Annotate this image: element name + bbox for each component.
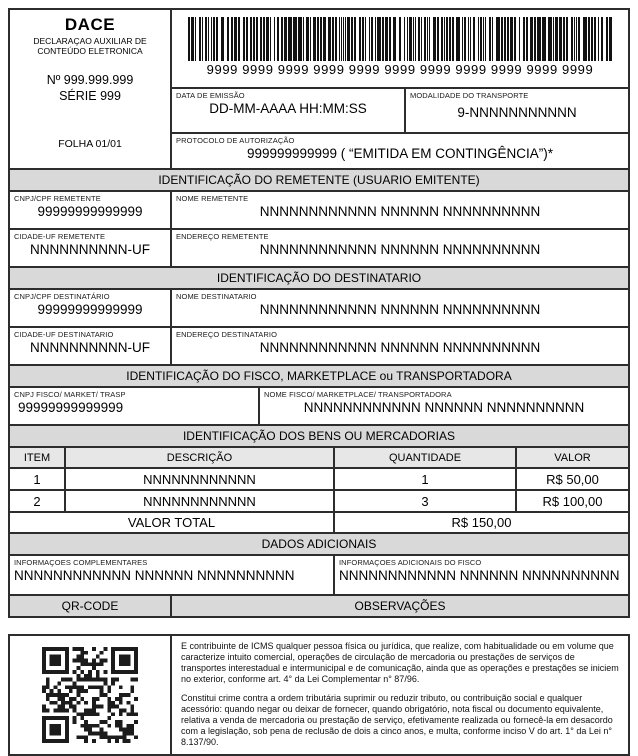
destinatario-cidade-field bbox=[10, 328, 170, 364]
goods-row2-item: 2 bbox=[33, 493, 41, 509]
goods-row1-valor: R$ 50,00 bbox=[515, 469, 628, 489]
remetente-cidade-field bbox=[10, 230, 170, 266]
document-header-row bbox=[10, 10, 628, 168]
fisco-row bbox=[10, 386, 628, 424]
destinatario-nome-value: NNNNNNNNNNNN NNNNNN NNNNNNNNNN bbox=[259, 302, 541, 317]
authorization-protocol-label: PROTOCOLO DE AUTORIZAÇÃO bbox=[176, 136, 295, 145]
qr-code-cell bbox=[10, 636, 170, 754]
informacoes-complementares-value: NNNNNNNNNNNN NNNNNN NNNNNNNNNN bbox=[14, 568, 295, 583]
document-sheet: FOLHA 01/01 bbox=[58, 138, 122, 150]
remetente-cnpj-label: CNPJ/CPF REMETENTE bbox=[14, 194, 101, 203]
goods-row1-item: 1 bbox=[33, 471, 41, 487]
document-number: Nº 999.999.999 bbox=[46, 73, 134, 88]
informacoes-complementares-field bbox=[10, 556, 333, 594]
section-header-remetente: IDENTIFICAÇÃO DO REMETENTE (USUARIO EMITENTE) bbox=[10, 168, 628, 190]
remetente-row-2 bbox=[10, 228, 628, 266]
emission-date-label: DATA DE EMISSÃO bbox=[176, 91, 245, 100]
barcode-box bbox=[172, 10, 628, 87]
goods-header-valor: VALOR bbox=[515, 448, 628, 467]
remetente-endereco-label: ENDEREÇO REMETENTE bbox=[176, 232, 269, 241]
legal-paragraph-1: E contribuinte de ICMS qualquer pessoa física ou jurídica, que realize, com habitualidade ou em volume que caracterize intuito comercial, operações de circulação de mercadoria ou prestações de serviços de transportes interestadual e intermunicipal e de comunicação, ainda que as operações e prestações se iniciem no exterior, conforme art. 4° da Lei Complementar n° 87/96. bbox=[181, 641, 619, 684]
dace-document-page bbox=[8, 0, 630, 756]
legal-paragraph-2: Constitui crime contra a ordem tributária suprimir ou reduzir tributo, ou contribuição social e qualquer acessório: quando negar ou deixar de fornecer, quando obrigatório, nota fiscal ou documento equivalente, relativa a venda de mercadoria ou prestação de serviço, efetivamente realizada ou fornecê-la em desacordo com a legislação, sob pena de reclusão de dois a cinco anos, e multa, conforme inciso V do art. 1° da Lei n° 8.137/90. bbox=[181, 692, 613, 747]
destinatario-cnpj-label: CNPJ/CPF DESTINATÁRIO bbox=[14, 292, 110, 301]
goods-table-header bbox=[10, 446, 628, 467]
remetente-nome-value: NNNNNNNNNNNN NNNNNN NNNNNNNNNN bbox=[259, 204, 541, 219]
emission-transport-row bbox=[172, 87, 628, 132]
goods-row2-quantidade: 3 bbox=[333, 491, 515, 511]
section-header-destinatario: IDENTIFICAÇÃO DO DESTINATARIO bbox=[10, 266, 628, 288]
dados-adicionais-row bbox=[10, 554, 628, 594]
goods-table-row-1 bbox=[10, 467, 628, 489]
section-header-dados-adicionais: DADOS ADICIONAIS bbox=[10, 532, 628, 554]
footer-legal-box bbox=[8, 634, 630, 756]
destinatario-nome-field bbox=[170, 290, 628, 326]
dace-main-document bbox=[8, 8, 630, 618]
qr-code-header: QR-CODE bbox=[61, 599, 119, 613]
fisco-cnpj-field bbox=[10, 388, 258, 424]
document-subtitle-line1: DECLARAÇAO AUXILIAR DE bbox=[33, 36, 147, 46]
document-header-right bbox=[170, 10, 628, 168]
authorization-protocol-value: 999999999999 ( “EMITIDA EM CONTINGÊNCIA”)* bbox=[246, 146, 554, 161]
authorization-protocol-field bbox=[172, 132, 628, 168]
informacoes-fisco-value: NNNNNNNNNNNN NNNNNN NNNNNNNNNN bbox=[339, 568, 620, 583]
goods-header-descricao: DESCRIÇÃO bbox=[64, 448, 333, 467]
goods-table-total-row bbox=[10, 511, 628, 532]
goods-header-item: ITEM bbox=[23, 451, 51, 464]
destinatario-row-2 bbox=[10, 326, 628, 364]
section-header-bens: IDENTIFICAÇÃO DOS BENS OU MERCADORIAS bbox=[10, 424, 628, 446]
transport-mode-field bbox=[404, 89, 628, 132]
goods-total-value: R$ 150,00 bbox=[333, 513, 628, 532]
destinatario-cnpj-field bbox=[10, 290, 170, 326]
qr-code-image bbox=[42, 647, 138, 743]
section-header-fisco: IDENTIFICAÇÃO DO FISCO, MARKETPLACE ou TRANSPORTADORA bbox=[10, 364, 628, 386]
barcode-image bbox=[188, 17, 612, 61]
remetente-cidade-value: NNNNNNNNNN-UF bbox=[30, 242, 150, 257]
emission-date-value: DD-MM-AAAA HH:MM:SS bbox=[209, 101, 367, 116]
destinatario-nome-label: NOME DESTINATARIO bbox=[176, 292, 257, 301]
fisco-nome-label: NOME FISCO/ MARKETPLACE/ TRANSPORTADORA bbox=[264, 390, 452, 399]
destinatario-endereco-label: ENDEREÇO DESTINATARIO bbox=[176, 330, 277, 339]
remetente-endereco-value: NNNNNNNNNNNN NNNNNN NNNNNNNNNN bbox=[259, 242, 541, 257]
remetente-cnpj-field bbox=[10, 192, 170, 228]
fisco-cnpj-value: 99999999999999 bbox=[18, 400, 124, 415]
remetente-cnpj-value: 99999999999999 bbox=[37, 204, 143, 219]
goods-row2-descricao: NNNNNNNNNNNN bbox=[64, 491, 333, 511]
transport-mode-label: MODALIDADE DO TRANSPORTE bbox=[410, 91, 529, 100]
remetente-nome-field bbox=[170, 192, 628, 228]
goods-row2-valor: R$ 100,00 bbox=[515, 491, 628, 511]
remetente-nome-label: NOME REMETENTE bbox=[176, 194, 249, 203]
fisco-cnpj-label: CNPJ FISCO/ MARKET/ TRASP bbox=[14, 390, 126, 399]
fisco-nome-field bbox=[258, 388, 628, 424]
informacoes-fisco-field bbox=[333, 556, 628, 594]
destinatario-cnpj-value: 99999999999999 bbox=[37, 302, 143, 317]
destinatario-endereco-field bbox=[170, 328, 628, 364]
document-title: DACE bbox=[64, 15, 116, 34]
destinatario-row-1 bbox=[10, 288, 628, 326]
goods-total-label: VALOR TOTAL bbox=[127, 515, 216, 530]
fisco-nome-value: NNNNNNNNNNNN NNNNNN NNNNNNNNNN bbox=[303, 400, 585, 415]
barcode-digits: 9999 9999 9999 9999 9999 9999 9999 9999 9999 9999 9999 bbox=[206, 62, 594, 77]
observacoes-header: OBSERVAÇÕES bbox=[170, 596, 628, 616]
goods-row1-descricao: NNNNNNNNNNNN bbox=[64, 469, 333, 489]
remetente-row-1 bbox=[10, 190, 628, 228]
remetente-cidade-label: CIDADE-UF REMETENTE bbox=[14, 232, 106, 241]
emission-date-field bbox=[172, 89, 404, 132]
destinatario-endereco-value: NNNNNNNNNNNN NNNNNN NNNNNNNNNN bbox=[259, 340, 541, 355]
document-id-box bbox=[10, 10, 170, 168]
remetente-endereco-field bbox=[170, 230, 628, 266]
document-series: SÉRIE 999 bbox=[59, 89, 121, 104]
observacoes-cell bbox=[170, 636, 628, 754]
destinatario-cidade-value: NNNNNNNNNN-UF bbox=[30, 340, 150, 355]
qr-observacoes-header-row bbox=[10, 594, 628, 616]
informacoes-complementares-label: INFORMAÇOES COMPLEMENTARES bbox=[14, 558, 148, 567]
document-subtitle bbox=[33, 36, 146, 56]
goods-table-row-2 bbox=[10, 489, 628, 511]
destinatario-cidade-label: CIDADE-UF DESTINATARIO bbox=[14, 330, 114, 339]
informacoes-fisco-label: INFORMAÇOES ADICIONAIS DO FISCO bbox=[339, 558, 482, 567]
document-subtitle-line2: CONTEÚDO ELETRONICA bbox=[37, 46, 143, 57]
transport-mode-value: 9-NNNNNNNNNNN bbox=[457, 105, 577, 120]
goods-header-quantidade: QUANTIDADE bbox=[333, 448, 515, 467]
goods-row1-quantidade: 1 bbox=[333, 469, 515, 489]
